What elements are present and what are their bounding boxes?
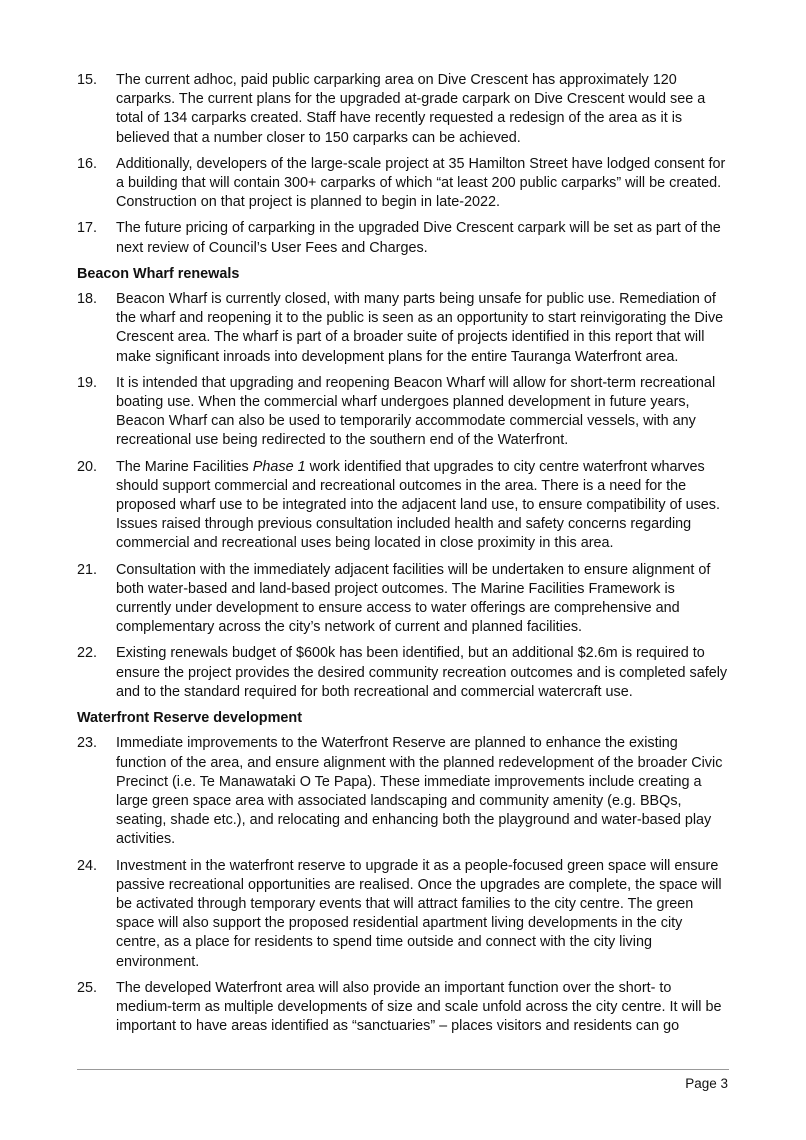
paragraph-text: Additionally, developers of the large-scale project at 35 Hamilton Street have lodged consent for a building that will contain 300+ carparks of which “at least 200 public carparks” will be created. Construction on that project is planned to begin in late-2022. — [116, 155, 726, 211]
paragraph-text — [116, 458, 729, 554]
paragraph-21 — [77, 561, 729, 638]
paragraph-number: 16. — [77, 155, 98, 172]
paragraph-20 — [77, 458, 729, 554]
italic-text-run: Phase 1 — [252, 458, 306, 475]
paragraph-16 — [77, 155, 729, 213]
paragraph-text: The current adhoc, paid public carparking area on Dive Crescent has approximately 120 carparks. The current plans for the upgraded at-grade carpark on Dive Crescent would see a total of 134 carparks created. Staff have recently requested a redesign of the area as it is believed that a number closer to 150 carparks can be achieved. — [116, 72, 706, 146]
paragraph-number: 20. — [77, 458, 98, 475]
paragraph-text: The developed Waterfront area will also provide an important function over the short- to medium-term as multiple developments of size and scale unfold across the city centre. It will be important to have areas identified as “sanctuaries” – places visitors and residents can go — [116, 979, 722, 1035]
paragraph-text: Beacon Wharf is currently closed, with many parts being unsafe for public use. Remediation of the wharf and reopening it to the public is seen as an opportunity to start reinvigorating the Dive Crescent area. The wharf is part of a broader suite of projects identified in this report that will make significant inroads into development plans for the entire Tauranga Waterfront area. — [116, 291, 724, 365]
text-run: The Marine Facilities — [116, 458, 253, 475]
paragraph-23 — [77, 734, 729, 849]
paragraph-number: 24. — [77, 857, 98, 874]
paragraph-number: 18. — [77, 291, 98, 308]
paragraph-17 — [77, 219, 729, 257]
paragraph-text: Existing renewals budget of $600k has been identified, but an additional $2.6m is required to ensure the project provides the desired community recreation outcomes and is completed safely and to the standard required for both recreational and commercial watercraft use. — [116, 645, 728, 700]
paragraph-number: 22. — [77, 645, 98, 662]
paragraph-text: Immediate improvements to the Waterfront Reserve are planned to enhance the existing function of the area, and ensure alignment with the planned redevelopment of the broader Civic Precinct (i.e. Te Manawataki O Te Papa). These immediate improvements include creating a large green space area with associated landscaping and community amenity (e.g. BBQs, seating, shade etc.), and relocating and enhancing both the playground and water-based play activities. — [116, 735, 723, 848]
page-number: Page 3 — [685, 1076, 728, 1091]
paragraph-19 — [77, 374, 729, 451]
footer-divider — [77, 1069, 729, 1070]
paragraph-15 — [77, 71, 729, 148]
paragraph-22 — [77, 644, 729, 702]
paragraph-18 — [77, 290, 729, 367]
text-run: work identified that upgrades to city centre waterfront wharves should support commercial and recreational outcomes in the area. There is a need for the proposed wharf use to be integrated into the adjacent land use, to ensure compatibility of uses. Issues raised through previous consultation included health and safety concerns regarding commercial and recreational uses being located in close proximity in this area. — [116, 458, 720, 552]
paragraph-number: 25. — [77, 979, 98, 996]
paragraph-text: Investment in the waterfront reserve to upgrade it as a people-focused green space will ensure passive recreational opportunities are realised. Once the upgrades are complete, the space will be activated through temporary events that will attract families to the city centre. The green space will also support the proposed residential apartment living developments in the city centre, as a place for residents to spend time outside and connect with the city living environment. — [116, 857, 722, 970]
paragraph-number: 21. — [77, 561, 98, 578]
paragraph-number: 23. — [77, 735, 98, 752]
paragraph-text: It is intended that upgrading and reopening Beacon Wharf will allow for short-term recreational boating use. When the commercial wharf undergoes planned development in future years, Beacon Wharf can also be used to temporarily accommodate commercial vessels, with any recreational use being redirected to the southern end of the Waterfront. — [116, 374, 716, 449]
paragraph-number: 15. — [77, 72, 98, 88]
paragraph-text: The future pricing of carparking in the upgraded Dive Crescent carpark will be set as part of the next review of Council’s User Fees and Charges. — [116, 220, 721, 256]
section-heading-waterfront-reserve: Waterfront Reserve development — [77, 710, 302, 727]
section-heading-beacon-wharf: Beacon Wharf renewals — [77, 265, 240, 282]
paragraph-24 — [77, 857, 729, 972]
paragraph-number: 17. — [77, 220, 98, 237]
paragraph-text: Consultation with the immediately adjacent facilities will be undertaken to ensure alignment of both water-based and land-based project outcomes. The Marine Facilities Framework is currently under development to ensure access to water offerings are comprehensive and complementary across the city’s network of current and planned facilities. — [116, 561, 711, 636]
document-body — [77, 71, 729, 1043]
paragraph-25 — [77, 979, 729, 1037]
paragraph-number: 19. — [77, 374, 98, 391]
